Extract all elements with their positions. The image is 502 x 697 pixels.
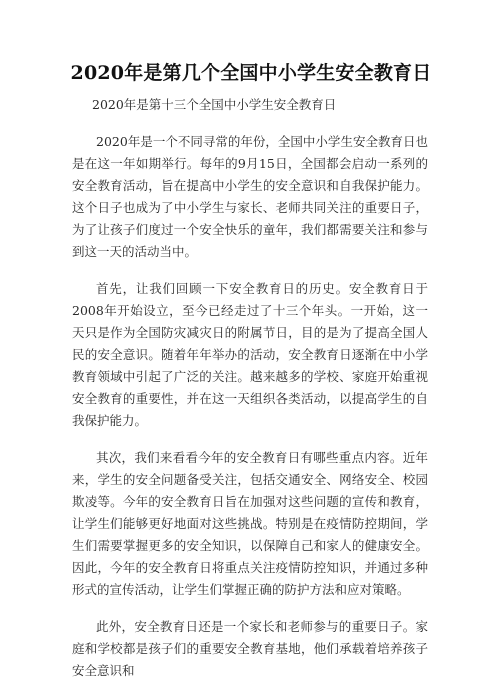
paragraph-1: 2020年是一个不同寻常的年份，全国中小学生安全教育日也是在这一年如期举行。每年的9月15日，全国都会启动一系列的安全教育活动，旨在提高中小学生的安全意识和自我保护能力。这个日子也成为了中小学生与家长、老师共同关注的重要日子，为了让孩子们度过一个安全快乐的童年，我们都需要关注和参与到这一天的活动当中。 [72, 134, 428, 259]
paragraph-4: 此外，安全教育日还是一个家长和老师参与的重要日子。家庭和学校都是孩子们的重要安全教育基地，他们承载着培养孩子安全意识和 [72, 619, 428, 678]
document-subtitle: 2020年是第十三个全国中小学生安全教育日 [92, 97, 337, 112]
document-body [72, 94, 428, 697]
document-title: 2020年是第几个全国中小学生安全教育日 [70, 62, 432, 84]
paragraph-3: 其次，我们来看看今年的安全教育日有哪些重点内容。近年来，学生的安全问题备受关注，包括交通安全、网络安全、校园欺凌等。今年的安全教育日旨在加强对这些问题的宣传和教育，让学生们能够更好地面对这些挑战。特别是在疫情防控期间，学生们需要掌握更多的安全知识，以保障自己和家人的健康安全。因此，今年的安全教育日将重点关注疫情防控知识，并通过多种形式的宣传活动，让学生们掌握正确的防护方法和应对策略。 [72, 450, 428, 597]
paragraph-2: 首先，让我们回顾一下安全教育日的历史。安全教育日于2008年开始设立，至今已经走过了十三个年头。一开始，这一天只是作为全国防灾减灾日的附属节日，目的是为了提高全国人民的安全意识。随着年年举办的活动，安全教育日逐渐在中小学教育领域中引起了广泛的关注。越来越多的学校、家庭开始重视安全教育的重要性，并在这一天组织各类活动，以提高学生的自我保护能力。 [72, 281, 428, 428]
